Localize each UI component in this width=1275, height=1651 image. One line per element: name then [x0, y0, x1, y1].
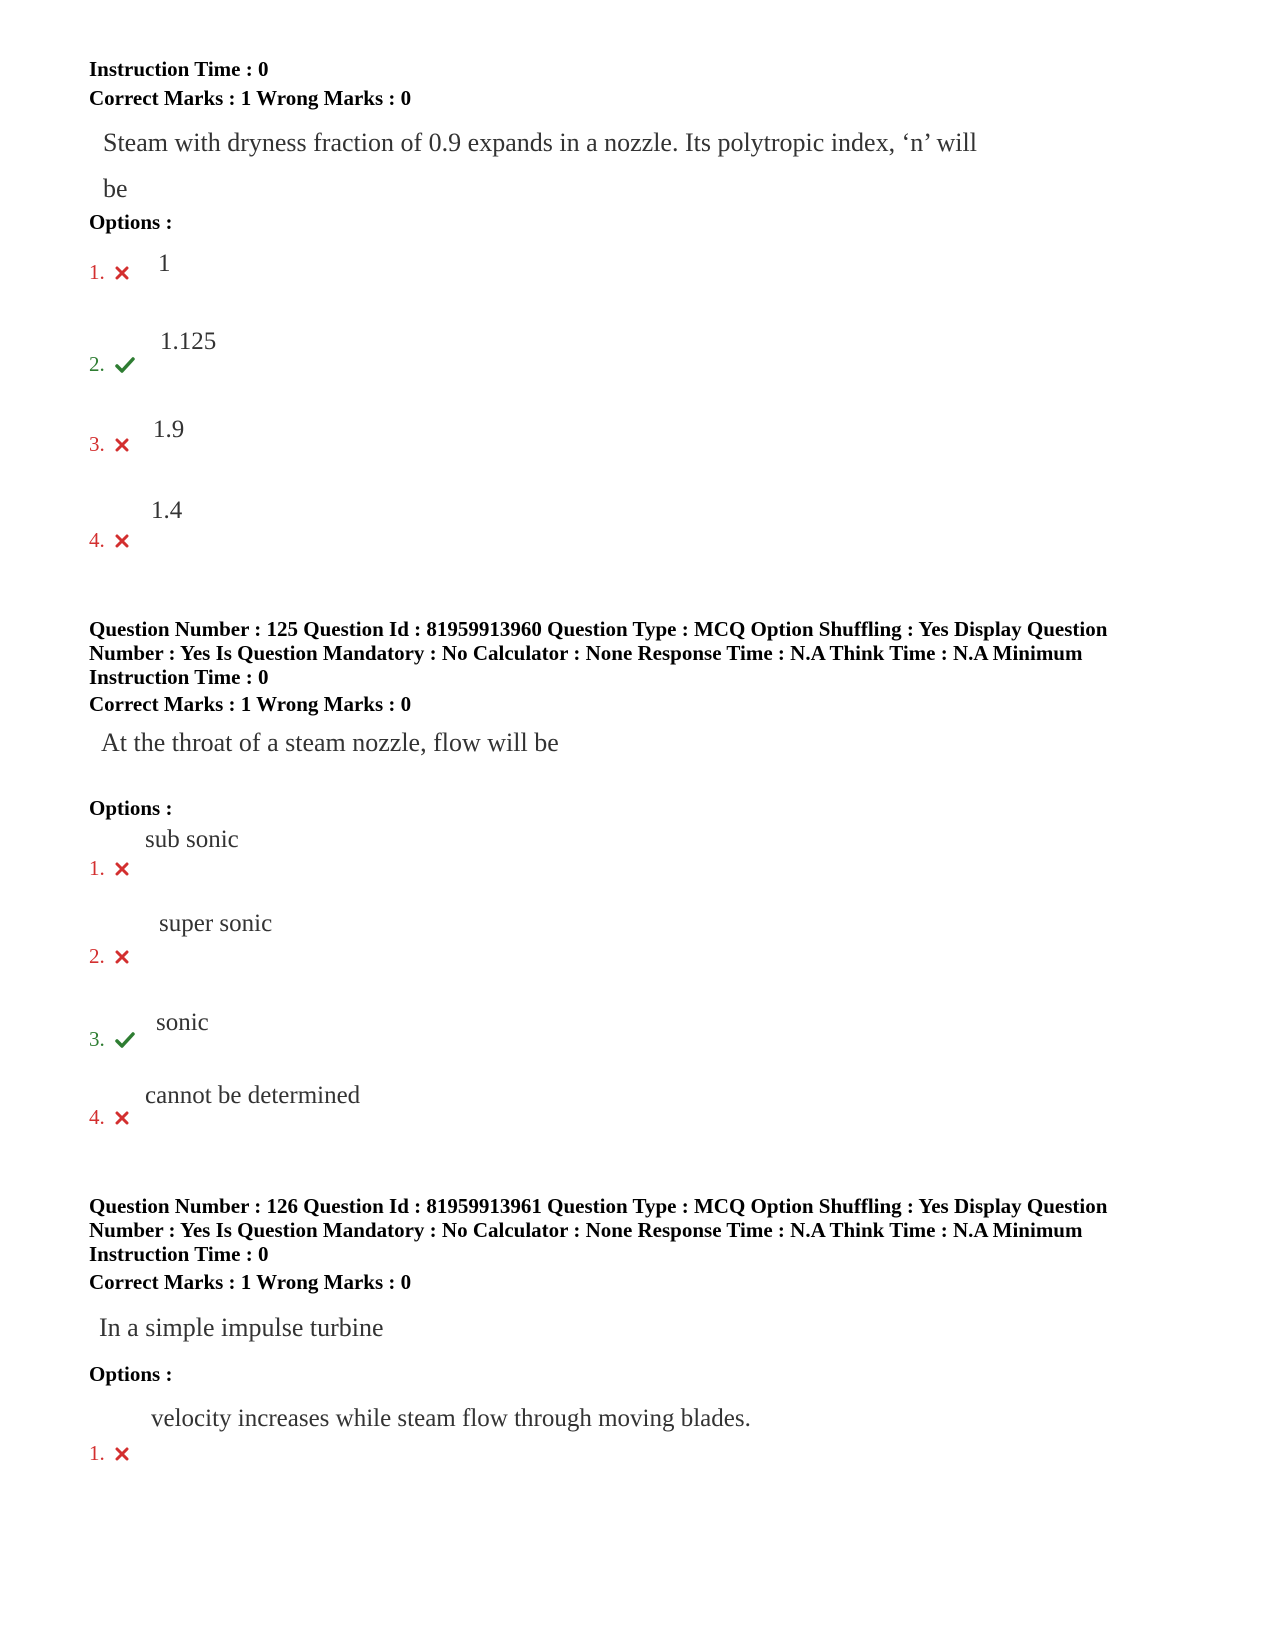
option-row: [89, 856, 129, 881]
option-number: 1.: [89, 1441, 105, 1465]
option-row: [89, 260, 129, 285]
option-number: 1.: [89, 260, 105, 284]
cross-icon: [115, 950, 129, 969]
question-meta-line2: Number : Yes Is Question Mandatory : No Calculator : None Response Time : N.A Think Time : N.A Minimum: [89, 1218, 1083, 1242]
question-meta: [89, 617, 1189, 689]
question-text: At the throat of a steam nozzle, flow will be: [101, 728, 559, 757]
option-text: velocity increases while steam flow through moving blades.: [151, 1405, 751, 1432]
option-text: sonic: [156, 1009, 209, 1036]
cross-icon: [115, 438, 129, 457]
check-icon: [115, 1032, 135, 1053]
option-number: 2.: [89, 352, 105, 376]
cross-icon: [115, 1447, 129, 1466]
question-text: In a simple impulse turbine: [99, 1313, 384, 1342]
question-meta-line1: Question Number : 126 Question Id : 81959913961 Question Type : MCQ Option Shuffling : Yes Display Question: [89, 1194, 1108, 1218]
marks-line: Correct Marks : 1 Wrong Marks : 0: [89, 692, 412, 716]
options-label: Options :: [89, 796, 173, 820]
question-text-line2: be: [103, 174, 128, 203]
check-icon: [115, 357, 135, 378]
option-text: 1.4: [151, 497, 183, 524]
option-number: 3.: [89, 1027, 105, 1051]
option-row: [89, 944, 129, 969]
question-meta-line3: Instruction Time : 0: [89, 1242, 269, 1266]
marks-line: Correct Marks : 1 Wrong Marks : 0: [89, 86, 412, 110]
option-text: cannot be determined: [145, 1082, 361, 1109]
option-number: 4.: [89, 1105, 105, 1129]
option-text: 1: [158, 250, 171, 277]
option-text: 1.125: [160, 328, 217, 355]
option-number: 4.: [89, 528, 105, 552]
instruction-time: Instruction Time : 0: [89, 57, 269, 81]
cross-icon: [115, 266, 129, 285]
option-row: [89, 1027, 135, 1053]
option-row: [89, 1441, 129, 1466]
cross-icon: [115, 862, 129, 881]
question-text-line1: Steam with dryness fraction of 0.9 expands in a nozzle. Its polytropic index, ‘n’ will: [103, 128, 977, 157]
option-number: 2.: [89, 944, 105, 968]
option-row: [89, 352, 135, 378]
cross-icon: [115, 1111, 129, 1130]
question-meta-line3: Instruction Time : 0: [89, 665, 269, 689]
option-text: sub sonic: [145, 826, 239, 853]
option-row: [89, 1105, 129, 1130]
question-meta: [89, 1194, 1189, 1266]
marks-line: Correct Marks : 1 Wrong Marks : 0: [89, 1270, 412, 1294]
question-meta-line2: Number : Yes Is Question Mandatory : No Calculator : None Response Time : N.A Think Time : N.A Minimum: [89, 641, 1083, 665]
option-number: 3.: [89, 432, 105, 456]
question-meta-line1: Question Number : 125 Question Id : 81959913960 Question Type : MCQ Option Shuffling : Yes Display Question: [89, 617, 1108, 641]
option-text: super sonic: [159, 910, 273, 937]
option-text: 1.9: [153, 416, 185, 443]
cross-icon: [115, 534, 129, 553]
options-label: Options :: [89, 210, 173, 234]
option-row: [89, 528, 129, 553]
options-label: Options :: [89, 1362, 173, 1386]
option-number: 1.: [89, 856, 105, 880]
option-row: [89, 432, 129, 457]
